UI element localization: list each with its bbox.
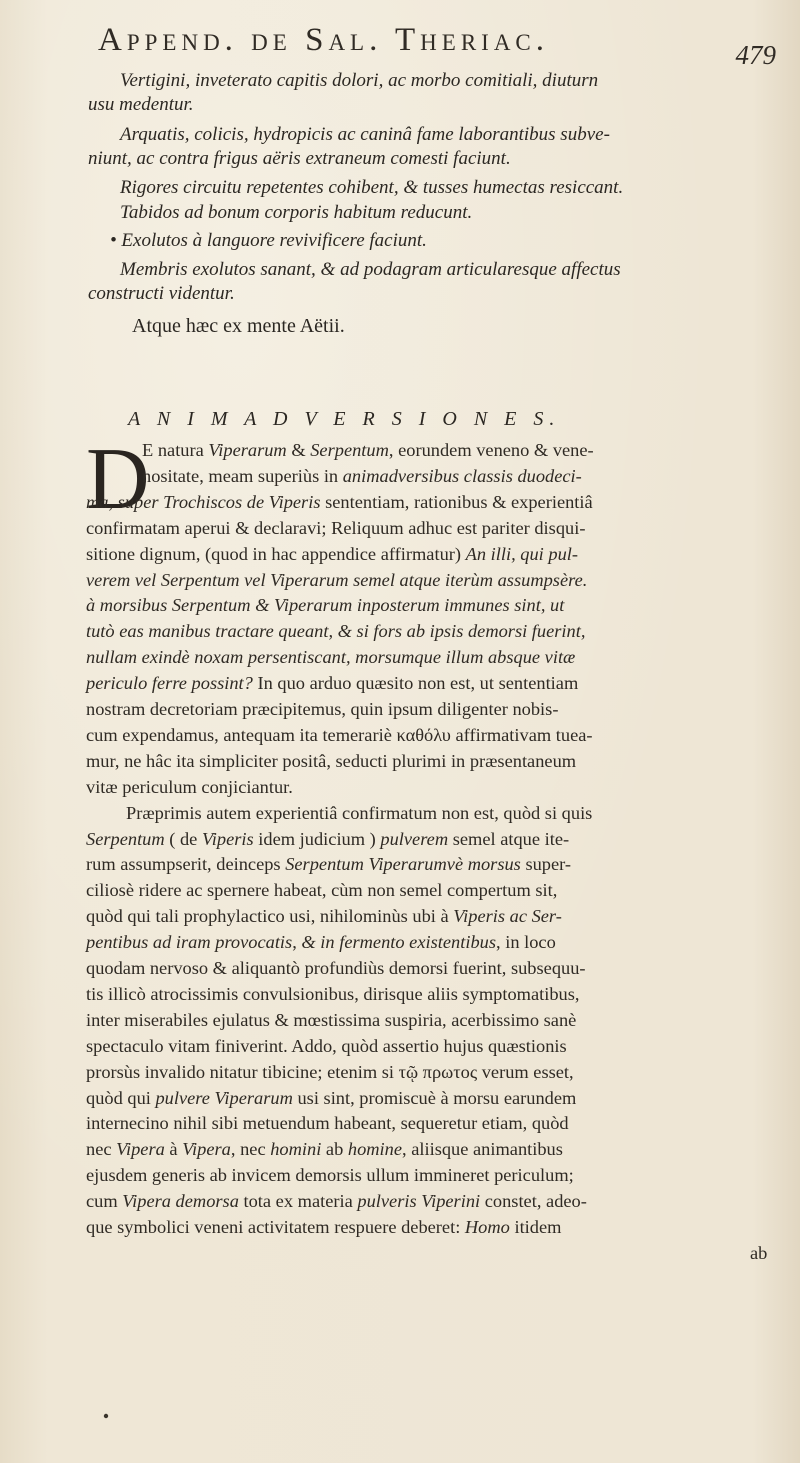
text-run: , aliisque animantibus <box>402 1139 563 1160</box>
text-run: Serpentum <box>86 828 165 849</box>
text-run: , nec <box>230 1139 271 1160</box>
text-line <box>86 725 593 746</box>
text-run: nostram decretoriam præcipitemus, quin ipsum diligenter nobis- <box>86 699 559 719</box>
text-line <box>86 1010 576 1031</box>
text-line <box>86 621 585 642</box>
text-run: tis illicò atrocissimis convulsionibus, dirisque aliis symptomatibus, <box>86 983 580 1004</box>
text-line <box>86 751 576 772</box>
text-run: à morsibus Serpentum & Viperarum inposterum immunes sint, ut <box>86 595 565 616</box>
text-run: & <box>286 440 311 460</box>
text-run: nositate, meam superiùs in <box>142 465 343 486</box>
text-run: prorsùs invalido nitatur tibicine; etenim si τῷ πρωτος verum esset, <box>86 1061 574 1082</box>
text-line <box>88 148 511 170</box>
text-run: homine <box>347 1139 403 1160</box>
text-run: Arquatis, colicis, hydropicis ac caninâ fame laborantibus subve- <box>120 124 610 145</box>
text-run: tutò eas manibus tractare queant, & si fors ab ipsis demorsi fuerint, <box>86 621 586 642</box>
text-line <box>86 1036 567 1057</box>
text-line <box>120 70 598 92</box>
text-line <box>86 906 562 927</box>
text-run: ab <box>750 1242 768 1263</box>
text-run: animadversibus classis duodeci- <box>342 465 582 486</box>
text-line <box>86 492 593 513</box>
text-line <box>120 202 472 224</box>
text-run: Viperis <box>201 828 254 849</box>
text-run: constet, adeo- <box>480 1191 587 1212</box>
text-run: verem vel Serpentum vel Viperarum semel atque iterùm assumpsère. <box>86 569 588 590</box>
text-line <box>120 177 623 199</box>
text-run: pulverem <box>380 828 449 849</box>
text-run: usi sint, promiscuè à morsu earundem <box>292 1087 577 1108</box>
text-line <box>750 1243 767 1264</box>
text-run: Vipera <box>116 1139 165 1160</box>
text-run: periculo ferre possint? <box>86 673 253 694</box>
text-line <box>86 518 585 539</box>
text-line <box>86 932 556 953</box>
page-header <box>98 14 788 70</box>
text-run: , <box>292 932 302 953</box>
text-run: Præprimis autem experientiâ confirmatum non est, quòd si quis <box>126 802 593 823</box>
text-run: quòd qui tali prophylactico usi, nihilominùs ubi à <box>86 906 454 927</box>
text-run: Tabidos ad bonum corporis habitum reducunt. <box>120 202 473 223</box>
text-line <box>86 1113 569 1134</box>
text-run: idem judicium ) <box>253 828 381 849</box>
text-run: nullam exindè noxam persentiscant, morsumque illum absque vitæ <box>86 647 576 668</box>
text-run: cum <box>86 1191 123 1212</box>
text-run: internecino nihil sibi metuendum habeant, sequeretur etiam, quòd <box>86 1113 569 1134</box>
text-run: à <box>164 1139 183 1160</box>
text-line <box>88 283 235 305</box>
text-run: que symbolici veneni activitatem respuere deberet: <box>86 1217 465 1237</box>
text-run: Atque hæc ex mente Aëtii. <box>132 315 345 337</box>
text-run: Vipera <box>182 1139 231 1160</box>
text-line <box>86 647 575 668</box>
text-run: pulvere Viperarum <box>155 1087 293 1108</box>
text-run: cum expendamus, antequam ita temerariè καθόλυ affirmativam tuea- <box>86 724 593 745</box>
text-run: niunt, ac contra frigus aëris extraneum comesti faciunt. <box>88 148 511 169</box>
text-run: sententiam, rationibus & experientiâ <box>320 491 593 512</box>
text-line <box>86 673 578 694</box>
text-run: & in fermento existentibus <box>301 932 497 953</box>
text-run: Homo <box>464 1217 510 1237</box>
text-line <box>86 570 587 591</box>
text-run: tota ex materia <box>238 1191 358 1212</box>
text-run: In quo arduo quæsito non est, ut sententiam <box>252 673 579 694</box>
text-run: constructi videntur. <box>88 283 235 304</box>
text-run: ciliosè ridere ac spernere habeat, cùm non semel compertum sit, <box>86 880 558 901</box>
text-line <box>132 315 345 338</box>
text-run: Vipera demorsa <box>122 1191 239 1212</box>
text-run: pentibus ad iram provocatis <box>86 932 293 953</box>
text-line <box>86 595 564 616</box>
text-run: inter miserabiles ejulatus & mœstissima suspiria, acerbissimo sanè <box>86 1009 577 1030</box>
text-line <box>86 1088 576 1109</box>
text-run: usu medentur. <box>88 94 194 115</box>
page-number: 479 <box>735 40 776 70</box>
text-run: homini <box>270 1139 322 1160</box>
text-line <box>86 1191 587 1212</box>
text-run: quòd qui <box>86 1087 156 1108</box>
text-line <box>86 984 579 1005</box>
text-run: , eorundem veneno & vene- <box>388 440 594 460</box>
running-head: Append. de Sal. Theriac. <box>98 22 550 58</box>
text-run: super- <box>520 854 572 875</box>
text-run: Serpentum <box>310 440 389 460</box>
text-run: Viperis ac Ser- <box>453 906 562 927</box>
text-line <box>126 803 592 824</box>
text-run: Serpentum Viperarumvè morsus <box>285 854 521 875</box>
text-line <box>142 440 594 461</box>
text-line <box>86 544 578 565</box>
text-run: , in loco <box>496 932 556 953</box>
text-line <box>86 1217 561 1238</box>
text-line <box>110 230 427 252</box>
text-line <box>86 829 569 850</box>
text-run: mur, ne hâc ita simpliciter positâ, seducti plurimi in præsentaneum <box>86 750 577 771</box>
text-run: Viperarum <box>208 440 287 460</box>
text-line <box>86 1139 563 1160</box>
text-run: ab <box>321 1139 348 1160</box>
text-line <box>86 1165 574 1186</box>
text-line <box>142 466 582 487</box>
text-run: Membris exolutos sanant, & ad podagram articularesque affectus <box>120 259 621 280</box>
text-line <box>86 1062 574 1083</box>
text-line <box>120 259 621 281</box>
text-run: nec <box>86 1139 117 1160</box>
text-run: confirmatam aperui & declaravi; Reliquum adhuc est pariter disqui- <box>86 517 586 538</box>
text-run: E natura <box>142 440 209 460</box>
text-line <box>86 854 571 875</box>
text-run: itidem <box>509 1217 562 1237</box>
text-run: semel atque ite- <box>448 828 570 849</box>
text-line <box>86 958 586 979</box>
text-run: ( de <box>164 828 202 849</box>
text-run: quodam nervoso & aliquantò profundiùs demorsi fuerint, subsequu- <box>86 958 586 978</box>
drop-cap: D <box>86 431 150 528</box>
text-run: An illi, qui pul- <box>465 543 579 564</box>
text-run: ma, super Trochiscos de Viperis <box>86 491 321 512</box>
section-heading: A N I M A D V E R S I O N E S. <box>128 408 561 430</box>
text-run: Vertigini, inveterato capitis dolori, ac morbo comitiali, diuturn <box>120 70 599 91</box>
printer-mark-icon <box>100 1410 112 1422</box>
text-line <box>88 94 194 116</box>
text-line <box>86 777 293 798</box>
text-run: sitione dignum, (quod in hac appendice affirmatur) <box>86 543 466 564</box>
text-run: pulveris Viperini <box>357 1191 481 1212</box>
text-run: vitæ periculum conjiciantur. <box>86 776 293 797</box>
text-run: • Exolutos à languore revivificere faciunt. <box>110 230 427 251</box>
text-line <box>86 699 558 720</box>
text-line <box>86 880 557 901</box>
text-run: Rigores circuitu repetentes cohibent, & tusses humectas resiccant. <box>120 177 624 198</box>
text-run: spectaculo vitam finiverint. Addo, quòd assertio hujus quæstionis <box>86 1035 567 1056</box>
text-run: rum assumpserit, deinceps <box>86 854 286 875</box>
text-line <box>120 124 610 146</box>
text-run: ejusdem generis ab invicem demorsis ullum immineret periculum; <box>86 1165 574 1186</box>
